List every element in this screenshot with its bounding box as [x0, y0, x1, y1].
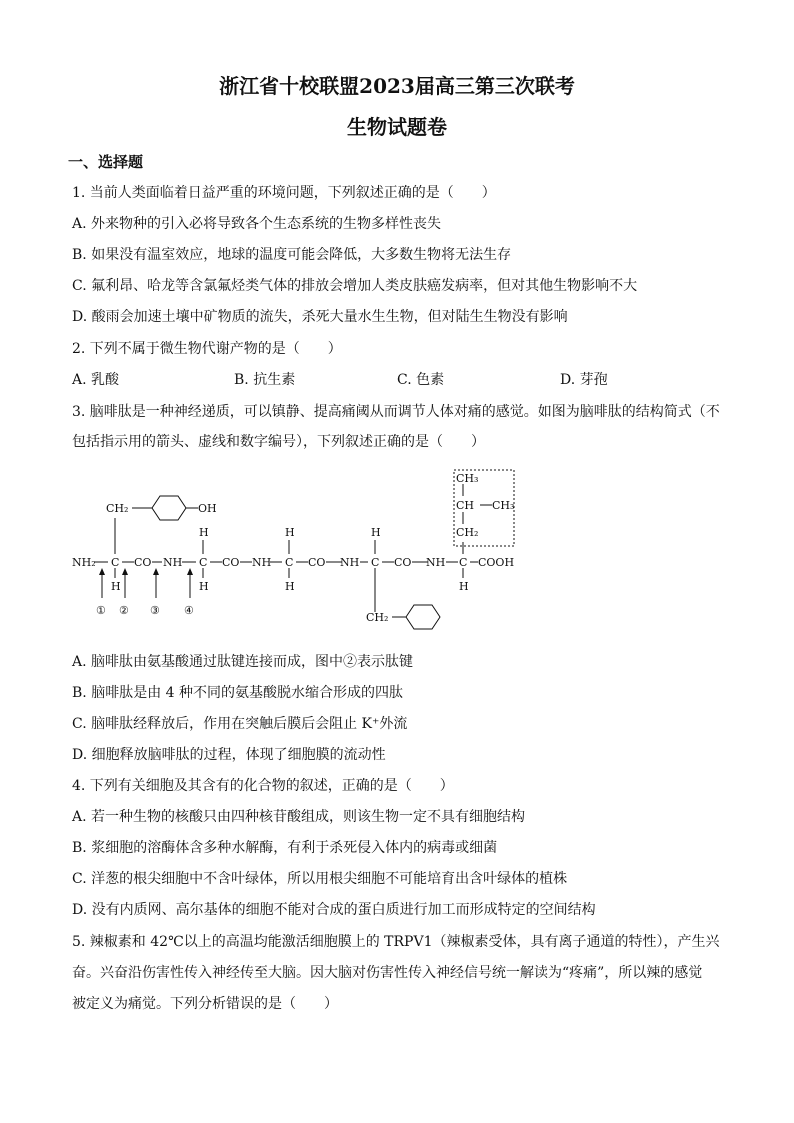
question-1-option-a: A. 外来物种的引入必将导致各个生态系统的生物多样性丧失 [72, 216, 442, 232]
question-4-option-c: C. 洋葱的根尖细胞中不含叶绿体，所以用根尖细胞不可能培育出含叶绿体的植株 [72, 871, 568, 887]
hydrogen-4: H [371, 526, 381, 539]
section-heading: 一、选择题 [68, 153, 144, 171]
alpha-carbon-4: C [371, 556, 380, 569]
ch-leucine: CH [456, 499, 475, 512]
ch2-phenylalanine: CH₂ [366, 611, 389, 624]
question-3-option-d: D. 细胞释放脑啡肽的过程，体现了细胞膜的流动性 [72, 747, 386, 763]
hydroxyl-group: OH [198, 502, 217, 515]
question-1-stem: 1. 当前人类面临着日益严重的环境问题，下列叙述正确的是（ ） [72, 185, 496, 201]
hydrogen-2b: H [199, 580, 209, 593]
carbonyl-4: CO [394, 556, 412, 569]
question-2-option-d: D. 芽孢 [560, 372, 608, 388]
question-3-option-a: A. 脑啡肽由氨基酸通过肽键连接而成，图中②表示肽键 [72, 654, 414, 670]
question-1-option-d: D. 酸雨会加速土壤中矿物质的流失，杀死大量水生生物，但对陆生生物没有影响 [72, 309, 568, 325]
alpha-carbon-1: C [111, 556, 120, 569]
amide-nh-1: NH [163, 556, 183, 569]
hydrogen-3b: H [285, 580, 295, 593]
page-subtitle: 生物试题卷 [347, 115, 447, 139]
question-5-stem-line-1: 5. 辣椒素和 42℃以上的高温均能激活细胞膜上的 TRPV1（辣椒素受体，具有离子通道的特性），产生兴 [72, 934, 720, 950]
question-4-option-b: B. 浆细胞的溶酶体含多种水解酶，有利于杀死侵入体内的病毒或细菌 [72, 840, 498, 856]
amide-nh-2: NH [252, 556, 272, 569]
question-3-stem-line-1: 3. 脑啡肽是一种神经递质，可以镇静、提高痛阈从而调节人体对痛的感觉。如图为脑啡肽的结构简式（不 [72, 404, 720, 420]
hydrogen-1: H [111, 580, 121, 593]
question-2-stem: 2. 下列不属于微生物代谢产物的是（ ） [72, 341, 342, 357]
question-5-stem-line-2: 奋。兴奋沿伤害性传入神经传至大脑。因大脑对伤害性传入神经信号统一解读为“疼痛”，所以辣的感觉 [72, 965, 703, 981]
hydrogen-2a: H [199, 526, 209, 539]
amide-nh-4: NH [426, 556, 446, 569]
carbonyl-1: CO [134, 556, 152, 569]
carboxyl-group: COOH [478, 556, 515, 569]
carbonyl-3: CO [308, 556, 326, 569]
question-4-option-d: D. 没有内质网、高尔基体的细胞不能对合成的蛋白质进行加工而形成特定的空间结构 [72, 902, 596, 918]
marker-4: ④ [184, 604, 194, 617]
alpha-carbon-2: C [199, 556, 208, 569]
page-title: 浙江省十校联盟2023届高三第三次联考 [219, 74, 575, 98]
question-5-stem-line-3: 被定义为痛觉。下列分析错误的是（ ） [72, 996, 338, 1012]
question-2-option-a: A. 乳酸 [72, 372, 120, 388]
carbonyl-2: CO [222, 556, 240, 569]
amide-nh-3: NH [340, 556, 360, 569]
ch2-tyrosine: CH₂ [106, 502, 129, 515]
marker-1: ① [96, 604, 106, 617]
question-2-option-b: B. 抗生素 [234, 372, 296, 388]
ch2-leucine: CH₂ [456, 526, 479, 539]
hydrogen-3a: H [285, 526, 295, 539]
question-3-option-b: B. 脑啡肽是由 4 种不同的氨基酸脱水缩合形成的四肽 [72, 685, 403, 701]
question-1-option-b: B. 如果没有温室效应，地球的温度可能会降低，大多数生物将无法生存 [72, 247, 512, 263]
question-1-option-c: C. 氟利昂、哈龙等含氯氟烃类气体的排放会增加人类皮肤癌发病率，但对其他生物影响不大 [72, 278, 638, 294]
alpha-carbon-3: C [285, 556, 294, 569]
ch3-leucine-top: CH₃ [456, 472, 479, 485]
ch3-leucine-right: CH₃ [492, 499, 515, 512]
question-3-option-c: C. 脑啡肽经释放后，作用在突触后膜后会阻止 K⁺外流 [72, 716, 408, 732]
question-4-stem: 4. 下列有关细胞及其含有的化合物的叙述，正确的是（ ） [72, 778, 454, 794]
marker-3: ③ [150, 604, 160, 617]
question-4-option-a: A. 若一种生物的核酸只由四种核苷酸组成，则该生物一定不具有细胞结构 [72, 809, 526, 825]
marker-2: ② [119, 604, 129, 617]
enkephalin-structure-figure [60, 462, 530, 632]
amino-group: NH₂ [72, 556, 96, 569]
alpha-carbon-5: C [459, 556, 468, 569]
hydrogen-5: H [459, 580, 469, 593]
question-2-option-c: C. 色素 [397, 372, 445, 388]
question-3-stem-line-2: 包括指示用的箭头、虚线和数字编号），下列叙述正确的是（ ） [72, 434, 485, 450]
